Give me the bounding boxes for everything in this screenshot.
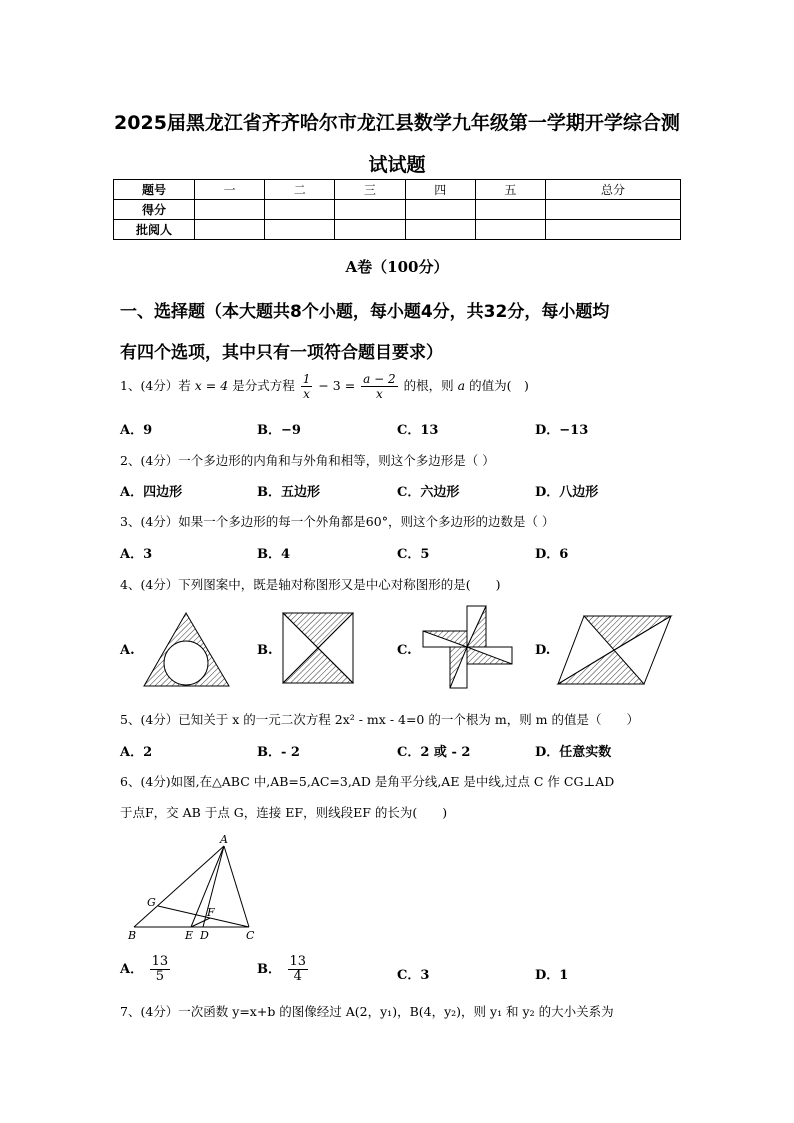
point-label-g: G — [147, 896, 156, 909]
question-2: 2、(4分）一个多边形的内角和与外角和相等，则这个多边形是（ ） — [120, 453, 495, 468]
score-table — [113, 179, 681, 240]
q6-option-a-numerator: 13 — [151, 954, 169, 969]
q4-figure-c-pinwheel[interactable] — [420, 603, 515, 691]
q2-option-a[interactable]: A．四边形 — [120, 485, 183, 500]
q1-fraction-2-denominator: x — [376, 387, 383, 401]
score-cell[interactable] — [265, 220, 335, 240]
title-line-2: 试试题 — [368, 154, 426, 176]
q6-option-d[interactable]: D．1 — [535, 968, 569, 983]
table-row — [114, 200, 681, 220]
q1-tail-2: 的值为( ) — [469, 378, 529, 393]
q1-fraction-1-denominator: x — [303, 387, 310, 401]
q3-option-a[interactable]: A．3 — [120, 547, 153, 562]
q5-option-a[interactable]: A．2 — [120, 745, 153, 760]
table-header-cell: 四 — [405, 180, 475, 200]
table-header-cell: 一 — [195, 180, 265, 200]
q2-option-b[interactable]: B．五边形 — [257, 485, 320, 500]
q6-option-b-fraction — [288, 955, 309, 984]
q6-option-a-label: A． — [120, 962, 144, 977]
table-row — [114, 220, 681, 240]
table-header-cell: 二 — [265, 180, 335, 200]
section-a-heading: A卷（100分） — [345, 258, 449, 276]
q4-figure-b-square[interactable] — [282, 612, 354, 684]
score-cell[interactable] — [335, 200, 405, 220]
q3-option-d[interactable]: D．6 — [535, 547, 569, 562]
q6-option-b[interactable] — [257, 955, 310, 984]
score-cell[interactable] — [195, 200, 265, 220]
q4-option-d-label[interactable]: D. — [535, 643, 551, 658]
score-cell[interactable] — [335, 220, 405, 240]
q6-option-a-denominator: 5 — [155, 969, 165, 984]
q1-option-a[interactable]: A．9 — [120, 423, 153, 438]
point-label-c: C — [246, 929, 255, 942]
q1-variable: a — [457, 378, 466, 393]
question-1 — [120, 372, 529, 401]
q5-option-d[interactable]: D．任意实数 — [535, 745, 612, 760]
q4-option-c-label[interactable]: C. — [397, 643, 412, 658]
score-cell[interactable] — [265, 200, 335, 220]
q1-option-d[interactable]: D．−13 — [535, 423, 589, 438]
score-cell[interactable] — [405, 200, 475, 220]
q1-condition: x = 4 — [194, 378, 229, 393]
q3-option-b[interactable]: B．4 — [257, 547, 291, 562]
score-cell[interactable] — [546, 220, 681, 240]
q6-option-b-label: B． — [257, 962, 281, 977]
table-header-cell: 五 — [475, 180, 545, 200]
q2-option-c[interactable]: C．六边形 — [397, 485, 460, 500]
q5-option-c[interactable]: C．2 或 - 2 — [397, 745, 471, 760]
q3-option-c[interactable]: C．5 — [397, 547, 430, 562]
score-cell[interactable] — [475, 200, 545, 220]
point-label-a: A — [220, 833, 228, 846]
table-row-label: 批阅人 — [114, 220, 195, 240]
q4-option-b-label[interactable]: B. — [257, 643, 273, 658]
score-cell[interactable] — [195, 220, 265, 240]
q4-figure-d-parallelogram[interactable] — [556, 614, 674, 686]
score-cell[interactable] — [546, 200, 681, 220]
section-1-heading-line-1: 一、选择题（本大题共8个小题，每小题4分，共32分，每小题均 — [120, 302, 610, 322]
table-header-cell: 总分 — [546, 180, 681, 200]
table-header-cell: 题号 — [114, 180, 195, 200]
title-line-1: 2025届黑龙江省齐齐哈尔市龙江县数学九年级第一学期开学综合测 — [114, 112, 680, 134]
q1-mid: 是分式方程 — [232, 378, 295, 393]
score-cell[interactable] — [475, 220, 545, 240]
q6-option-a-fraction — [150, 955, 171, 984]
q1-fraction-2 — [361, 372, 397, 401]
point-label-f: F — [207, 906, 215, 919]
question-6-line-2: 于点F，交 AB 于点 G，连接 EF，则线段EF 的长为( ) — [120, 805, 448, 820]
q1-option-c[interactable]: C．13 — [397, 423, 439, 438]
q5-option-b[interactable]: B．- 2 — [257, 745, 300, 760]
q1-prefix: 1、(4分）若 — [120, 378, 191, 393]
q6-option-a[interactable] — [120, 955, 172, 984]
q4-figure-a-triangle-circle[interactable] — [140, 610, 235, 690]
q1-tail-1: 的根，则 — [403, 378, 454, 393]
q6-triangle-figure — [125, 832, 265, 944]
table-header-cell: 三 — [335, 180, 405, 200]
q1-minus-three: − 3 = — [318, 378, 356, 393]
q6-option-c[interactable]: C．3 — [397, 968, 430, 983]
question-5: 5、(4分）已知关于 x 的一元二次方程 2x² - mx - 4=0 的一个根为 m，则 m 的值是（ ） — [120, 712, 639, 727]
q6-option-b-numerator: 13 — [289, 954, 307, 969]
score-cell[interactable] — [405, 220, 475, 240]
q1-fraction-1-numerator: 1 — [302, 372, 311, 386]
q1-option-b[interactable]: B．−9 — [257, 423, 301, 438]
point-label-e: E — [185, 929, 194, 942]
section-1-heading-line-2: 有四个选项，其中只有一项符合题目要求） — [120, 343, 443, 363]
q1-fraction-1 — [301, 372, 313, 401]
table-row-label: 得分 — [114, 200, 195, 220]
point-label-d: D — [200, 929, 209, 942]
point-label-b: B — [128, 929, 137, 942]
q1-fraction-2-numerator: a − 2 — [363, 372, 396, 386]
segment-ac — [224, 846, 249, 927]
question-3: 3、(4分）如果一个多边形的每一个外角都是60°，则这个多边形的边数是（ ） — [120, 514, 555, 529]
question-6-line-1: 6、(4分)如图,在△ABC 中,AB=5,AC=3,AD 是角平分线,AE 是中线,过点 C 作 CG⊥AD — [120, 774, 615, 789]
q2-option-d[interactable]: D．八边形 — [535, 485, 599, 500]
question-4: 4、(4分）下列图案中，既是轴对称图形又是中心对称图形的是( ) — [120, 577, 501, 592]
table-row — [114, 180, 681, 200]
q6-option-b-denominator: 4 — [293, 969, 302, 984]
question-7: 7、(4分）一次函数 y=x+b 的图像经过 A(2，y₁)，B(4，y₂)，则 y₁ 和 y₂ 的大小关系为 — [120, 1004, 614, 1019]
q4-option-a-label[interactable]: A. — [120, 643, 135, 658]
